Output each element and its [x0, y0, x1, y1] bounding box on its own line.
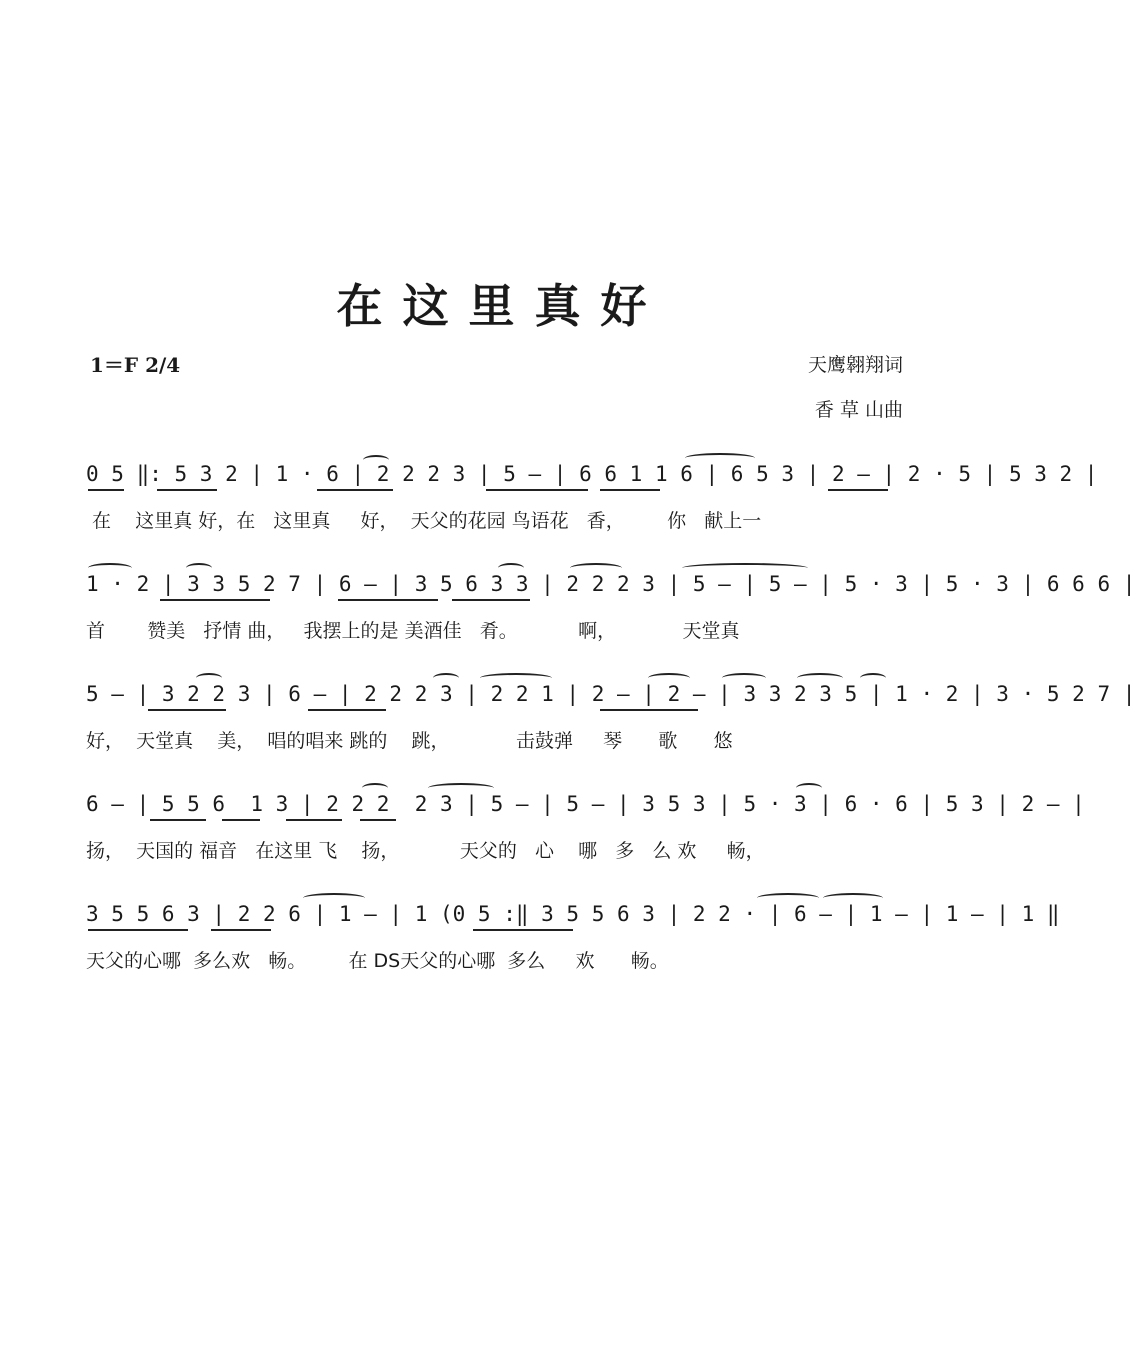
lyrics-line: 天父的心哪 多么欢 畅。 在 DS天父的心哪 多么 欢 畅。: [86, 950, 669, 972]
key-signature: 1＝F 2/4: [90, 353, 181, 377]
rhythm-underline: [286, 819, 342, 821]
tie-mark: [823, 893, 883, 903]
notation-line: 1 · 2 | 3 3 5 2 7 | 6 – | 3 5 6 3 3 | 2 2 2 3 | 5 – | 5 – | 5 · 3 | 5 · 3 | 6 6 6 |: [86, 572, 1135, 596]
slur-mark: [498, 563, 524, 573]
lyricist-credit: 天鹰翱翔词: [807, 354, 903, 376]
rhythm-underline: [486, 489, 588, 491]
notation-line: 0 5 ‖: 5 3 2 | 1 · 6 | 2 2 2 3 | 5 – | 6 6 1 1 6 | 6 5 3 | 2 – | 2 · 5 | 5 3 2 |: [86, 462, 1098, 486]
rhythm-underline: [338, 599, 438, 601]
tie-mark: [428, 783, 494, 793]
rhythm-underline: [452, 599, 530, 601]
tie-mark: [303, 893, 365, 903]
notation-line: 5 – | 3 2 2 3 | 6 – | 2 2 2 3 | 2 2 1 | 2 – | 2 – | 3 3 2 3 5 | 1 · 2 | 3 · 5 2 7 |: [86, 682, 1135, 706]
rhythm-underline: [160, 599, 270, 601]
slur-mark: [860, 673, 886, 683]
slur-mark: [186, 563, 212, 573]
slur-mark: [362, 783, 388, 793]
tie-mark: [685, 453, 755, 463]
tie-mark: [757, 893, 819, 903]
lyrics-line: 好， 天堂真 美， 唱的唱来 跳的 跳， 击鼓弹 琴 歌 悠: [86, 730, 733, 752]
rhythm-underline: [317, 489, 393, 491]
slur-mark: [797, 673, 843, 683]
lyrics-line: 在 这里真 好，在 这里真 好， 天父的花园 鸟语花 香， 你 献上一: [86, 510, 762, 532]
composer-credit: 香 草 山曲: [814, 399, 903, 421]
rhythm-underline: [88, 489, 124, 491]
slur-mark: [796, 783, 822, 793]
lyrics-line: 扬， 天国的 福音 在这里 飞 扬， 天父的 心 哪 多 么 欢 畅，: [86, 840, 765, 862]
lyrics-line: 首 赞美 抒情 曲， 我摆上的是 美酒佳 肴。 啊， 天堂真: [86, 620, 740, 642]
slur-mark: [196, 673, 222, 683]
notation-line: 6 – | 5 5 6 1 3 | 2 2 2 2 3 | 5 – | 5 – | 3 5 3 | 5 · 3 | 6 · 6 | 5 3 | 2 – |: [86, 792, 1085, 816]
rhythm-underline: [222, 819, 260, 821]
rhythm-underline: [308, 709, 386, 711]
rhythm-underline: [88, 929, 188, 931]
rhythm-underline: [211, 929, 271, 931]
rhythm-underline: [150, 819, 206, 821]
slur-mark: [433, 673, 459, 683]
tie-mark: [480, 673, 552, 683]
rhythm-underline: [828, 489, 888, 491]
rhythm-underline: [600, 709, 698, 711]
song-title: 在这里真好: [336, 279, 667, 333]
rhythm-underline: [473, 929, 573, 931]
rhythm-underline: [148, 709, 226, 711]
tie-mark: [570, 563, 622, 573]
slur-mark: [722, 673, 766, 683]
slur-mark: [682, 563, 808, 573]
rhythm-underline: [157, 489, 217, 491]
slur-mark: [363, 455, 389, 465]
tie-mark: [88, 563, 132, 573]
rhythm-underline: [360, 819, 396, 821]
notation-line: 3 5 5 6 3 | 2 2 6 | 1 – | 1 (0 5 :‖ 3 5 5 6 3 | 2 2 · | 6 – | 1 – | 1 – | 1 ‖: [86, 902, 1060, 926]
slur-mark: [648, 673, 690, 683]
rhythm-underline: [600, 489, 660, 491]
